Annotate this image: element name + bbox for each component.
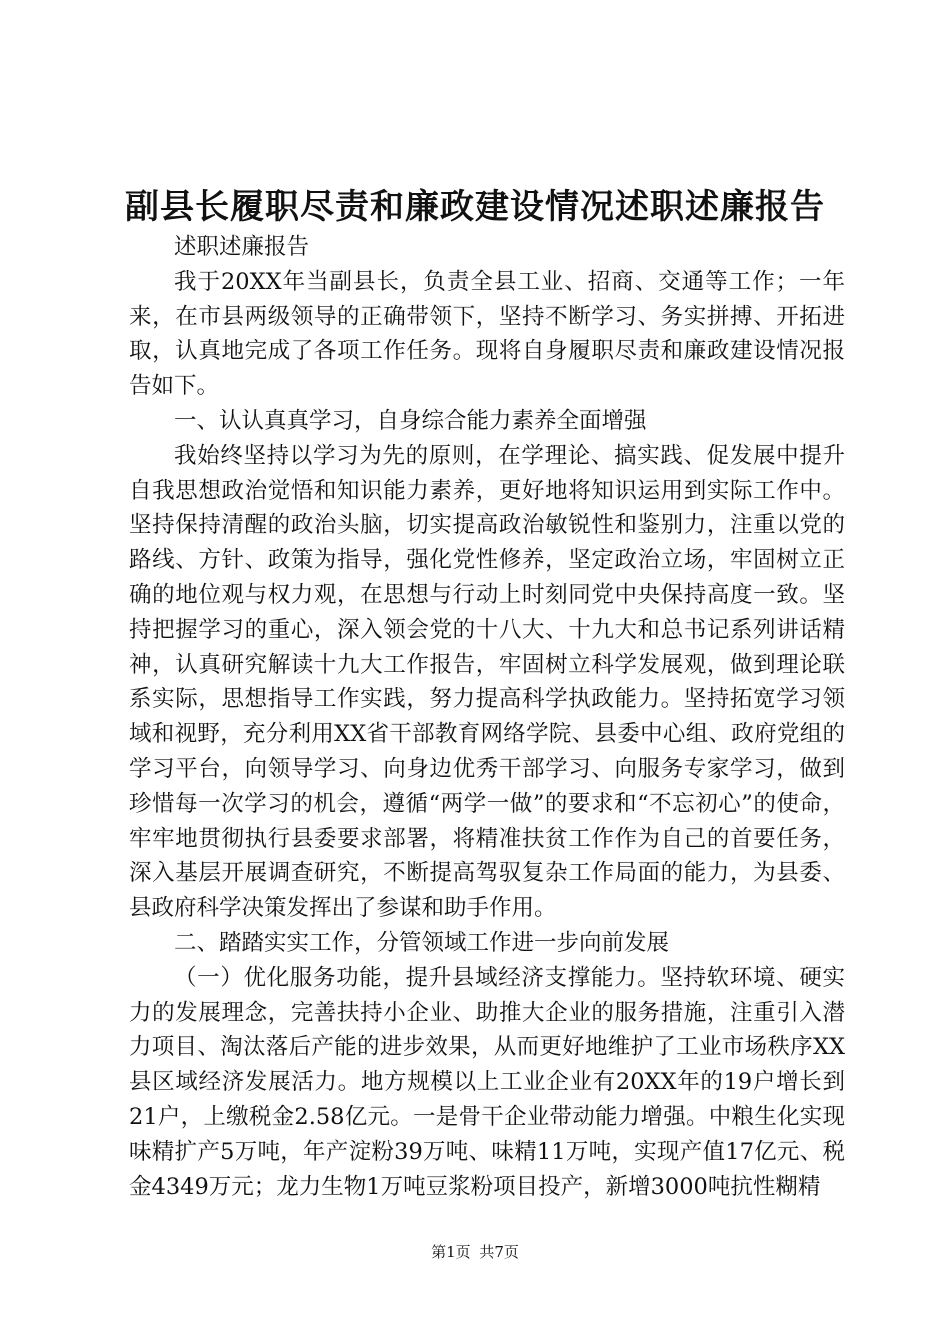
section-heading-1: 一、认认真真学习，自身综合能力素养全面增强 — [174, 407, 647, 434]
section-heading-2: 二、踏踏实实工作，分管领域工作进一步向前发展 — [174, 929, 670, 956]
page-total: 共7页 — [479, 1243, 519, 1261]
document-body — [129, 230, 845, 1204]
paragraph-intro: 我于20XX年当副县长，负责全县工业、招商、交通等工作；一年来，在市县两级领导的正确带领下，坚持不断学习、务实拼搏、开拓进取，认真地完成了各项工作任务。现将自身履职尽责和廉政建设情况报告如下。 — [129, 268, 845, 400]
paragraph-service: （一）优化服务功能，提升县域经济支撑能力。坚持软环境、硬实力的发展理念，完善扶持小企业、助推大企业的服务措施，注重引入潜力项目、淘汰落后产能的进步效果，从而更好地维护了工业市场秩序XX县区域经济发展活力。地方规模以上工业企业有20XX年的19户增长到21户，上缴税金2.58亿元。一是骨干企业带动能力增强。中粮生化实现味精扩产5万吨，年产淀粉39万吨、味精11万吨，实现产值17亿元、税金4349万元；龙力生物1万吨豆浆粉项目投产，新增3000吨抗性糊精 — [129, 964, 845, 1200]
page-footer — [0, 1240, 950, 1264]
document-title: 副县长履职尽责和廉政建设情况述职述廉报告 — [125, 187, 825, 227]
page-number: 第1页 — [431, 1243, 471, 1261]
paragraph-study: 我始终坚持以学习为先的原则，在学理论、搞实践、促发展中提升自我思想政治觉悟和知识能力素养，更好地将知识运用到实际工作中。坚持保持清醒的政治头脑，切实提高政治敏锐性和鉴别力，注重以党的路线、方针、政策为指导，强化党性修养，坚定政治立场，牢固树立正确的地位观与权力观，在思想与行动上时刻同党中央保持高度一致。坚持把握学习的重心，深入领会党的十八大、十九大和总书记系列讲话精神，认真研究解读十九大工作报告，牢固树立科学发展观，做到理论联系实际，思想指导工作实践，努力提高科学执政能力。坚持拓宽学习领域和视野，充分利用XX省干部教育网络学院、县委中心组、政府党组的学习平台，向领导学习、向身边优秀干部学习、向服务专家学习，做到珍惜每一次学习的机会，遵循“两学一做”的要求和“不忘初心”的使命，牢牢地贯彻执行县委要求部署，将精准扶贫工作作为自己的首要任务，深入基层开展调查研究，不断提高驾驭复杂工作局面的能力，为县委、县政府科学决策发挥出了参谋和助手作用。 — [129, 442, 845, 922]
paragraph-subtitle: 述职述廉报告 — [174, 234, 310, 260]
